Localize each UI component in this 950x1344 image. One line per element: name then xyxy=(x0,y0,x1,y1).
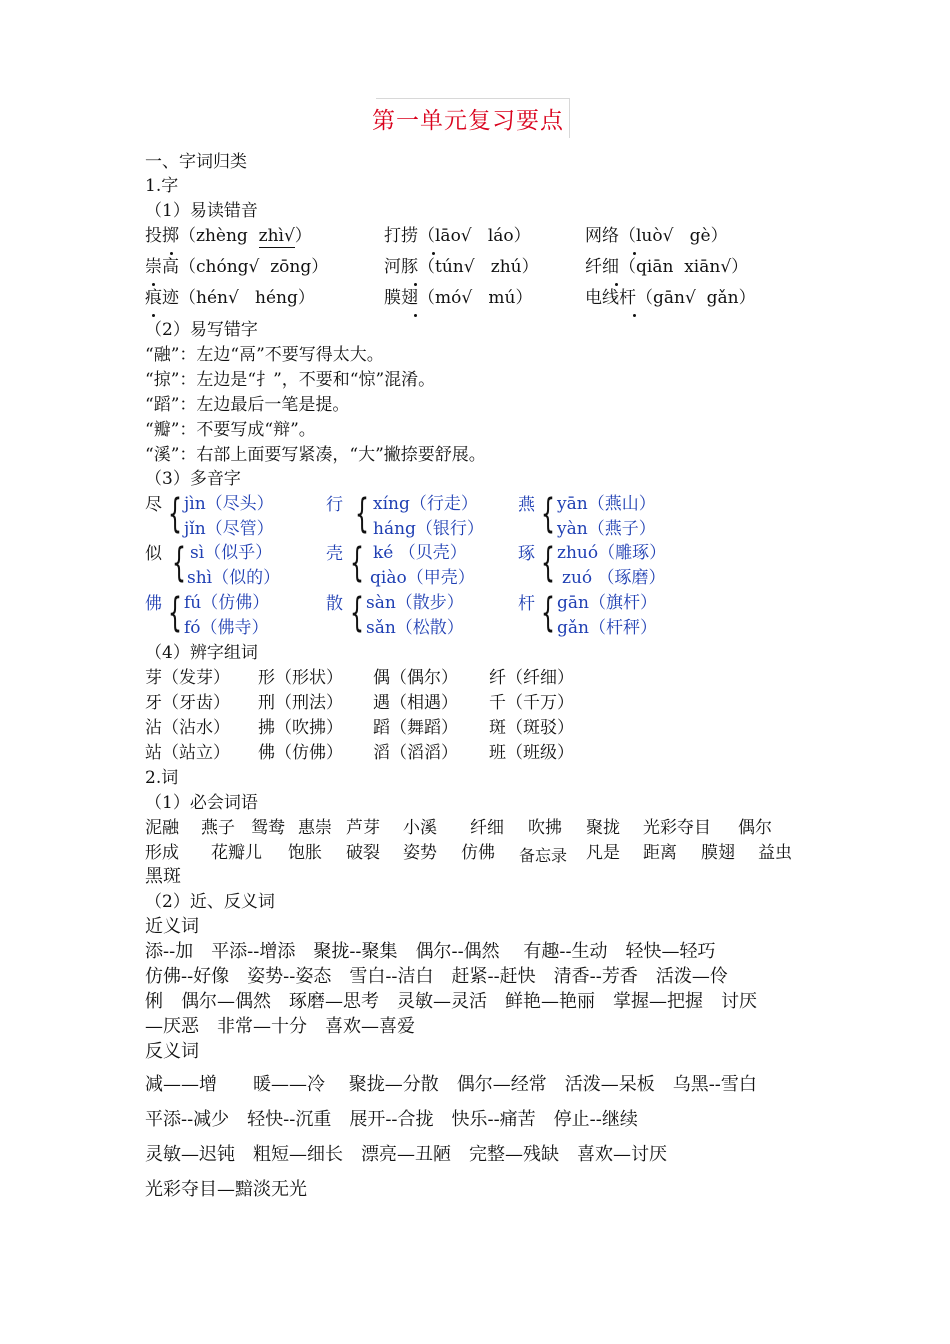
page-title: 第一单元复习要点 xyxy=(372,108,564,134)
poly-reading: sàn（散步） xyxy=(366,593,464,613)
word: 芦芽 xyxy=(346,818,380,838)
poly-char: 杆 xyxy=(518,594,535,614)
subsection-heading: （2）易写错字 xyxy=(145,320,258,340)
distinguish-item: 形（形状） xyxy=(258,668,343,688)
subsection-heading: （3）多音字 xyxy=(145,469,241,489)
distinguish-item: 纤（纤细） xyxy=(489,668,574,688)
pron-item: 网络（luò√ gè） xyxy=(585,226,728,246)
emphasis-dot xyxy=(432,252,435,255)
emphasis-dot xyxy=(152,314,155,317)
distinguish-item: 千（千万） xyxy=(489,693,574,713)
distinguish-item: 偶（偶尔） xyxy=(373,668,458,688)
subsection-heading: （1）易读错音 xyxy=(145,201,258,221)
subsection-heading: （2）近、反义词 xyxy=(145,892,275,912)
word: 纤细 xyxy=(470,818,504,838)
brace: { xyxy=(168,491,182,537)
word: 益虫 xyxy=(758,843,792,863)
poly-char: 尽 xyxy=(145,495,162,515)
poly-char: 行 xyxy=(326,495,343,515)
brace: { xyxy=(168,590,182,636)
brace: { xyxy=(541,491,555,537)
poly-char: 燕 xyxy=(518,495,535,515)
emphasis-dot xyxy=(414,314,417,317)
section-heading: 一、字词归类 xyxy=(145,152,247,172)
poly-reading: sǎn（松散） xyxy=(366,618,464,638)
word: 备忘录 xyxy=(519,846,568,865)
text-line: “溪”：右部上面要写紧凑，“大”撇捺要舒展。 xyxy=(145,445,486,465)
poly-reading: yān（燕山） xyxy=(557,494,656,514)
emphasis-dot xyxy=(633,314,636,317)
poly-reading: háng（银行） xyxy=(373,519,484,539)
poly-reading: qiào（甲壳） xyxy=(370,568,475,588)
word: 仿佛 xyxy=(461,843,495,863)
poly-reading: yàn（燕子） xyxy=(557,519,656,539)
poly-reading: ké （贝壳） xyxy=(373,543,467,563)
emphasis-dot xyxy=(615,283,618,286)
antonym-line: 灵敏—迟钝 粗短—细长 漂亮—丑陋 完整—残缺 喜欢—讨厌 xyxy=(145,1144,667,1165)
distinguish-item: 斑（斑驳） xyxy=(489,718,574,738)
word: 泥融 xyxy=(145,818,179,838)
pron-item: 电线杆（gān√ gǎn） xyxy=(585,288,756,308)
pron-item: 崇高（chóng√ zōng） xyxy=(145,257,329,277)
distinguish-item: 站（站立） xyxy=(145,743,230,763)
emphasis-dot xyxy=(414,283,417,286)
distinguish-item: 班（班级） xyxy=(489,743,574,763)
distinguish-item: 遇（相遇） xyxy=(373,693,458,713)
word: 姿势 xyxy=(403,843,437,863)
word: 光彩夺目 xyxy=(643,818,711,838)
emphasis-dot xyxy=(633,252,636,255)
brace: { xyxy=(350,590,364,636)
word: 形成 xyxy=(145,843,179,863)
word: 惠崇 xyxy=(298,818,332,838)
poly-char: 琢 xyxy=(518,544,535,564)
word: 偶尔 xyxy=(738,818,772,838)
synonym-line: 仿佛--好像 姿势--姿态 雪白--洁白 赶紧--赶快 清香--芳香 活泼—伶 xyxy=(145,966,728,987)
poly-reading: jìn（尽头） xyxy=(184,494,274,514)
poly-reading: zhuó（雕琢） xyxy=(557,543,667,563)
poly-char: 佛 xyxy=(145,594,162,614)
text-line: “蹈”：左边最后一笔是提。 xyxy=(145,395,350,415)
pron-item: 膜翅（mó√ mú） xyxy=(384,288,533,308)
pron-item: 纤细（qiān xiān√） xyxy=(585,257,749,277)
distinguish-item: 芽（发芽） xyxy=(145,668,230,688)
brace: { xyxy=(355,491,369,537)
word: 膜翅 xyxy=(701,843,735,863)
word: 小溪 xyxy=(403,818,437,838)
word: 聚拢 xyxy=(586,818,620,838)
word: 花瓣儿 xyxy=(211,843,262,863)
subsection-heading: （1）必会词语 xyxy=(145,793,258,813)
word: 凡是 xyxy=(586,843,620,863)
subsection-heading: 反义词 xyxy=(145,1041,199,1062)
distinguish-item: 沾（沾水） xyxy=(145,718,230,738)
poly-char: 壳 xyxy=(326,544,343,564)
poly-reading: gān（旗杆） xyxy=(557,593,657,613)
synonym-line: 俐 偶尔—偶然 琢磨—思考 灵敏—灵活 鲜艳—艳丽 掌握—把握 讨厌 xyxy=(145,991,757,1012)
word: 破裂 xyxy=(346,843,380,863)
antonym-line: 光彩夺目—黯淡无光 xyxy=(145,1179,307,1200)
brace: { xyxy=(350,540,364,586)
poly-reading: shì（似的） xyxy=(187,568,281,588)
subsection-heading: 1.字 xyxy=(145,176,179,196)
word: 距离 xyxy=(643,843,677,863)
synonym-line: 添--加 平添--增添 聚拢--聚集 偶尔--偶然 有趣--生动 轻快—轻巧 xyxy=(145,941,716,962)
word: 黑斑 xyxy=(145,866,181,887)
subsection-heading: 近义词 xyxy=(145,916,199,937)
text-line: “瓣”：不要写成“辩”。 xyxy=(145,420,316,440)
antonym-line: 减——增 暖——冷 聚拢—分散 偶尔—经常 活泼—呆板 乌黑--雪白 xyxy=(145,1074,757,1095)
poly-char: 似 xyxy=(145,544,162,564)
poly-reading: xíng（行走） xyxy=(373,494,478,514)
brace: { xyxy=(541,540,555,586)
synonym-line: —厌恶 非常—十分 喜欢—喜爱 xyxy=(145,1016,415,1037)
word: 鸳鸯 xyxy=(251,818,285,838)
emphasis-dot xyxy=(152,283,155,286)
distinguish-item: 佛（仿佛） xyxy=(258,743,343,763)
pron-item: 河豚（tún√ zhú） xyxy=(384,257,539,277)
distinguish-item: 蹈（舞蹈） xyxy=(373,718,458,738)
emphasis-dot xyxy=(170,252,173,255)
word: 燕子 xyxy=(201,818,235,838)
distinguish-item: 牙（牙齿） xyxy=(145,693,230,713)
distinguish-item: 滔（滔滔） xyxy=(373,743,458,763)
word: 饱胀 xyxy=(288,843,322,863)
poly-reading: jǐn（尽管） xyxy=(184,519,274,539)
poly-reading: gǎn（杆秤） xyxy=(557,618,657,638)
pron-item: 痕迹（hén√ héng） xyxy=(145,288,315,308)
poly-char: 散 xyxy=(326,594,343,614)
pron-item: 打捞（lāo√ láo） xyxy=(384,226,531,246)
subsection-heading: （4）辨字组词 xyxy=(145,643,258,663)
pron-item: 投掷（zhèng zhì√） xyxy=(145,226,312,246)
subsection-heading: 2.词 xyxy=(145,768,179,788)
text-line: “掠”：左边是“扌”，不要和“惊”混淆。 xyxy=(145,370,436,390)
distinguish-item: 拂（吹拂） xyxy=(258,718,343,738)
brace: { xyxy=(172,540,186,586)
poly-reading: fó（佛寺） xyxy=(184,618,269,638)
distinguish-item: 刑（刑法） xyxy=(258,693,343,713)
brace: { xyxy=(541,590,555,636)
poly-reading: fú（仿佛） xyxy=(184,593,270,613)
poly-reading: zuó （琢磨） xyxy=(562,568,666,588)
word: 吹拂 xyxy=(528,818,562,838)
antonym-line: 平添--减少 轻快--沉重 展开--合拢 快乐--痛苦 停止--继续 xyxy=(145,1109,638,1130)
text-line: “融”：左边“鬲”不要写得太大。 xyxy=(145,345,384,365)
title-frame-line xyxy=(376,98,569,99)
poly-reading: sì（似乎） xyxy=(190,543,273,563)
title-frame-line xyxy=(569,98,570,138)
